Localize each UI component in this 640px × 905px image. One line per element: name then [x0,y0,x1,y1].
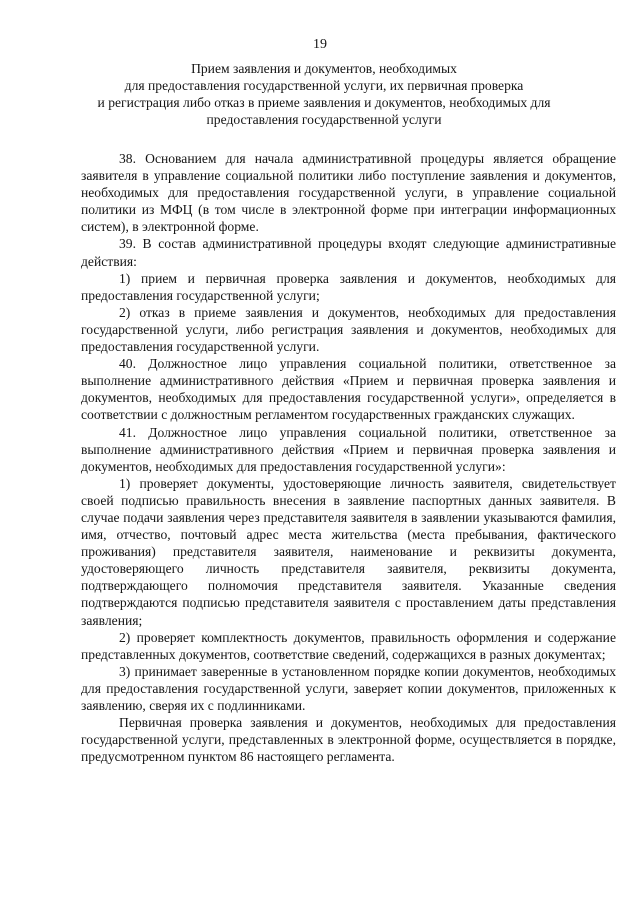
section-title [78,60,570,128]
section-title-line: для предоставления государственной услуги, их первичная проверка [124,78,524,93]
document-body [81,150,616,765]
paragraph-41-item-3: 3) принимает заверенные в установленном порядке копии документов, необходимых для предоставления государственной услуги, заверяет копии документов, приложенных к заявлению, сверяя их с подлинниками. [81,663,616,713]
paragraph-39: 39. В состав административной процедуры входят следующие административные действия: [81,236,616,269]
paragraph-41-item-1: 1) проверяет документы, удостоверяющие личность заявителя, свидетельствует своей подписью правильность внесения в заявление паспортных данных заявителя. В случае подачи заявления через представителя заявителя в заявлении указываются фамилия, имя, отчество, почтовый адрес места жительства (места пребывания, фактического проживания) представителя заявителя, наименование и реквизиты документа, удостоверяющего личность представителя заявителя, реквизиты документа, подтверждающего полномочия представителя заявителя. Указанные сведения подтверждаются подписью представителя заявителя с проставлением даты представления заявления; [81,475,616,628]
paragraph-39-item-2: 2) отказ в приеме заявления и документов, необходимых для предоставления государственной услуги, либо регистрация заявления и документов, необходимых для предоставления государственной услуги. [81,304,616,355]
section-title-line: и регистрация либо отказ в приеме заявления и документов, необходимых для [97,95,551,110]
paragraph-39-item-1: 1) прием и первичная проверка заявления и документов, необходимых для предоставления государственной услуги; [81,270,616,303]
section-title-line: Прием заявления и документов, необходимых [191,61,457,76]
page-number: 19 [313,37,327,52]
paragraph-41-item-2: 2) проверяет комплектность документов, правильность оформления и содержание представленных документов, соответствие сведений, содержащихся в разных документах; [81,629,616,662]
paragraph-41: 41. Должностное лицо управления социальной политики, ответственное за выполнение административного действия «Прием и первичная проверка заявления и документов, необходимых для предоставления государственной услуги»: [81,424,616,474]
section-title-line: предоставления государственной услуги [206,112,442,127]
paragraph-38: 38. Основанием для начала административной процедуры является обращение заявителя в управление социальной политики либо поступление заявления и документов, необходимых для предоставления государственной услуги, в управление социальной политики из МФЦ (в том числе в электронной форме при интеграции информационных систем), в электронной форме. [81,151,616,235]
paragraph-electronic-check: Первичная проверка заявления и документов, необходимых для предоставления государственной услуги, представленных в электронной форме, осуществляется в порядке, предусмотренном пунктом 86 настоящего регламента. [81,715,616,765]
paragraph-40: 40. Должностное лицо управления социальной политики, ответственное за выполнение административного действия «Прием и первичная проверка заявления и документов, необходимых для предоставления государственной услуги», определяется в соответствии с должностным регламентом государственных гражданских служащих. [81,356,616,423]
